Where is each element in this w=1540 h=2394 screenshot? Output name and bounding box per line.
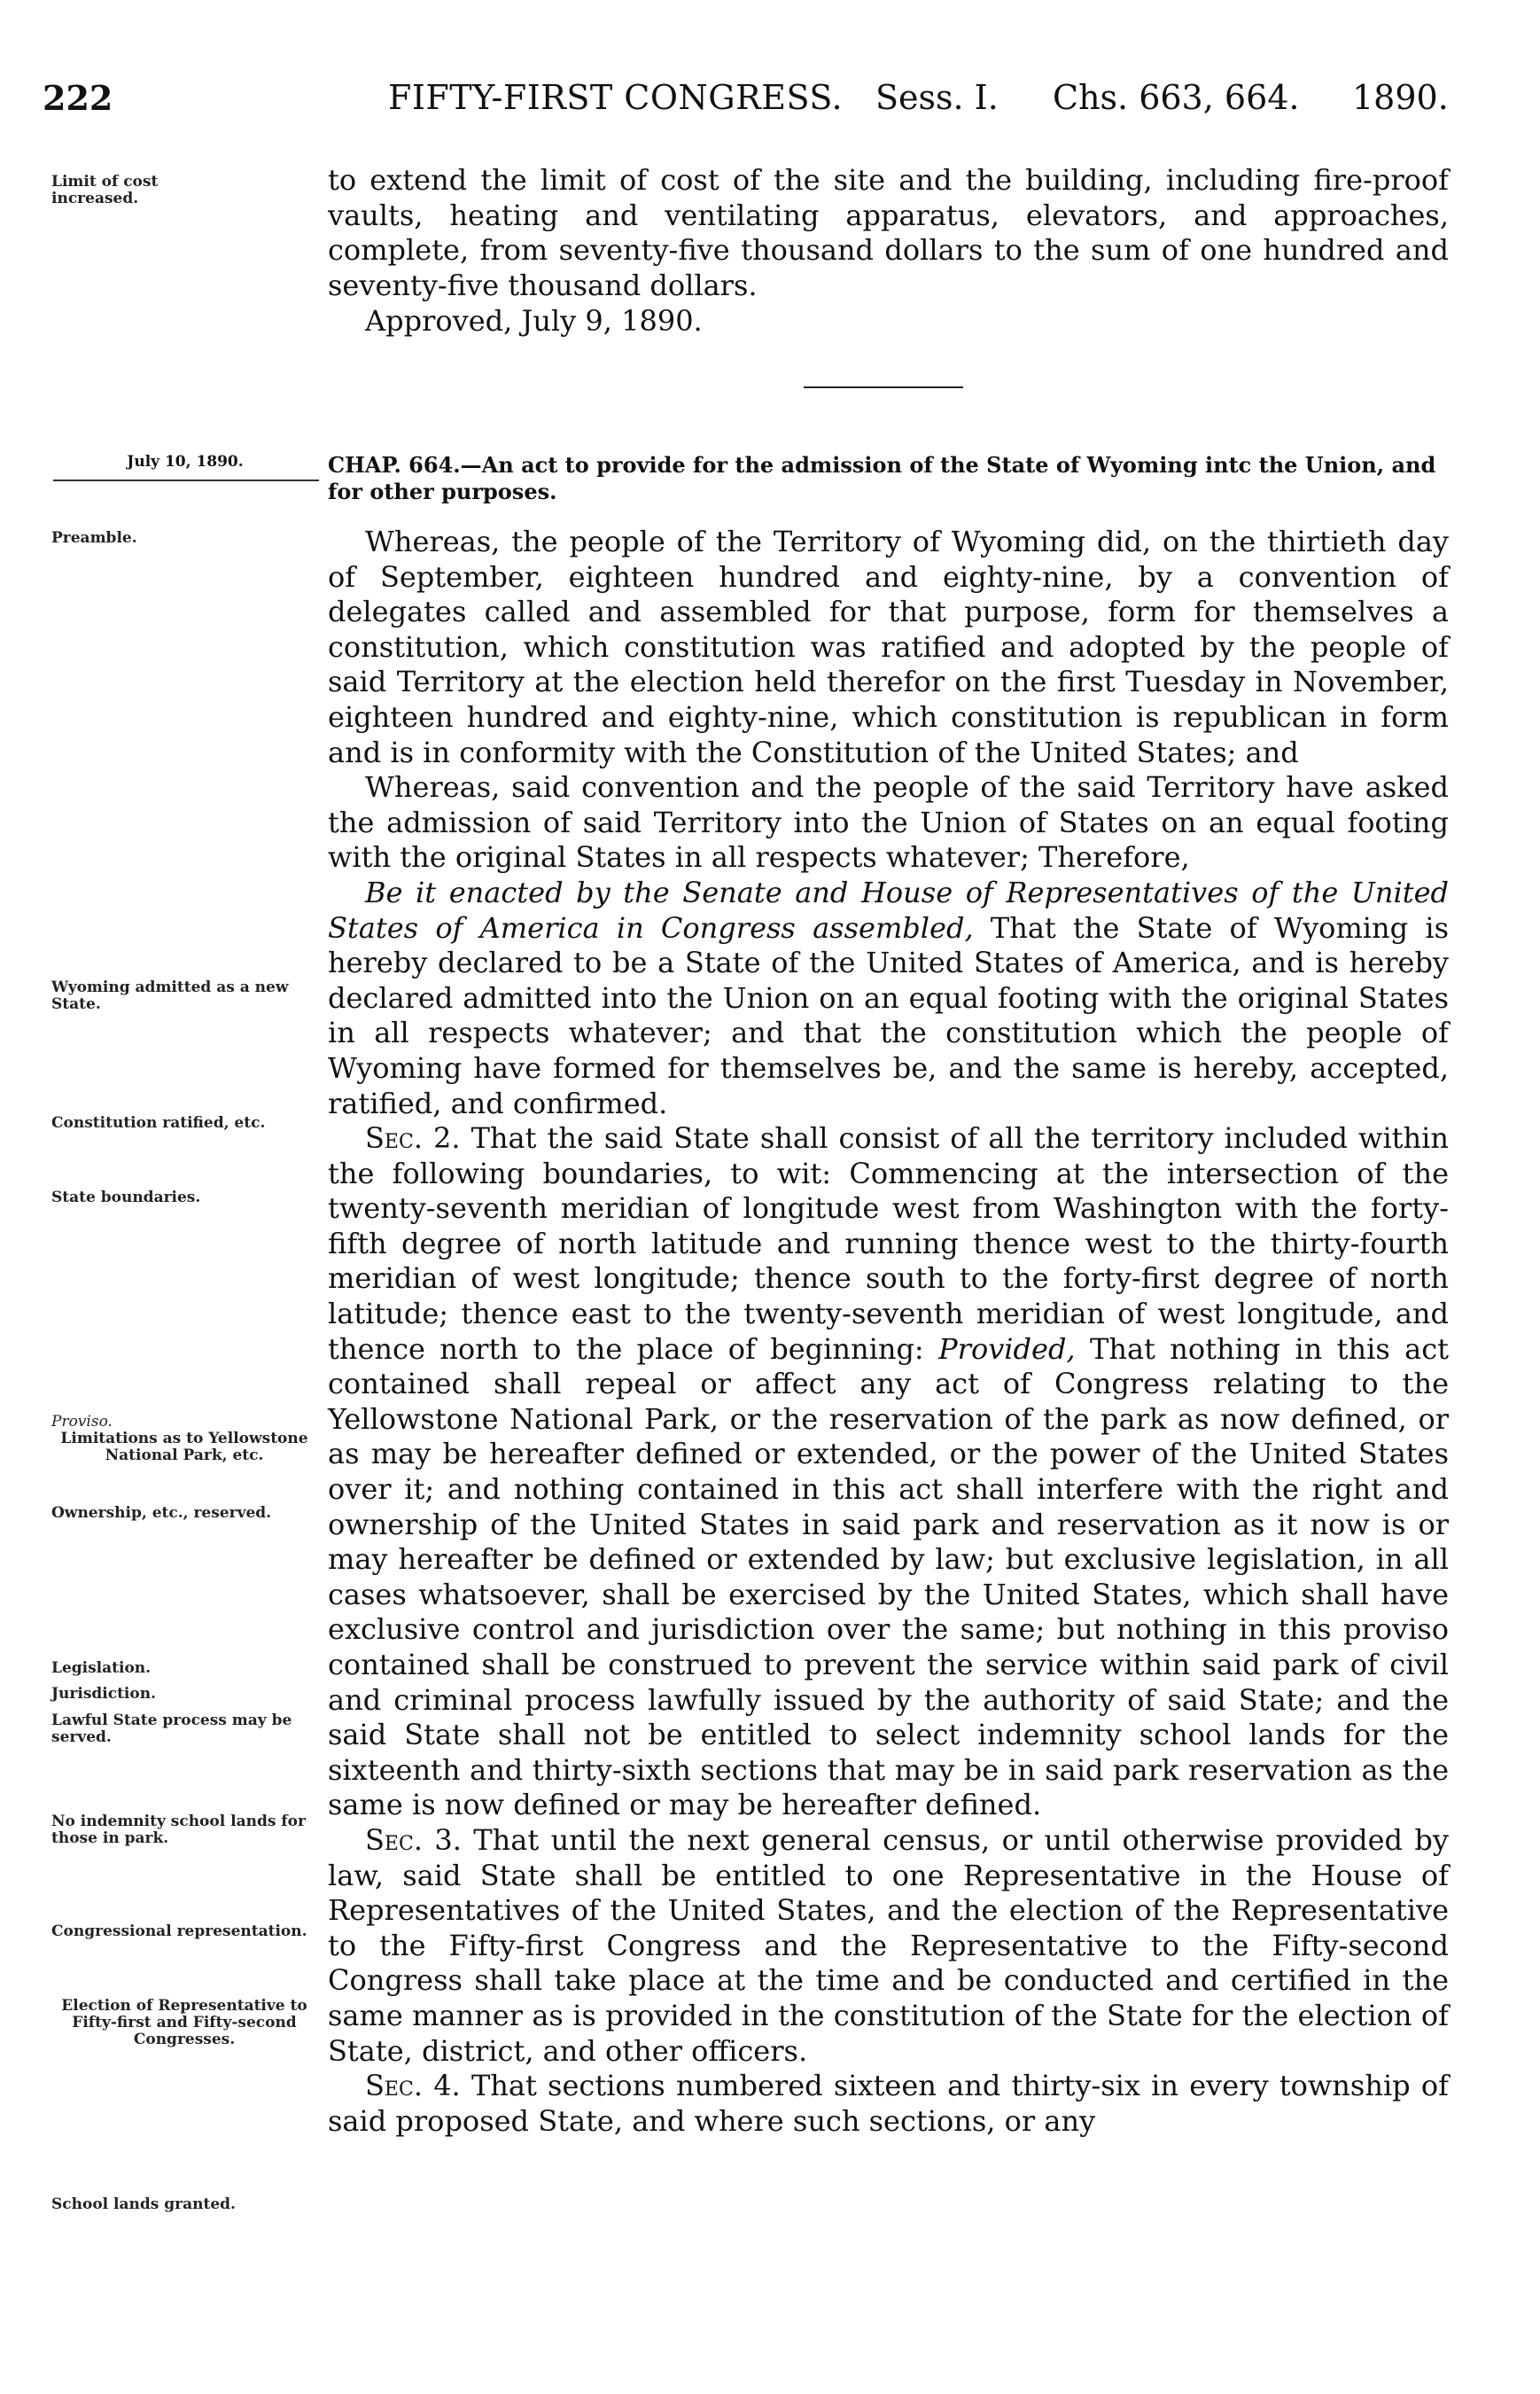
section-3-label: Sec. 3. [365, 1822, 462, 1857]
provided-word: Provided, [938, 1331, 1076, 1366]
margin-note-legislation: Legislation. [51, 1659, 152, 1677]
section-2-text-a: That the said State shall consist of all the territory included within the following boundaries, to wit: Commencing at the intersection of the twenty-seventh meridian of longitude west from Washington with the forty-fifth degree of north latitude and running thence west to the thirty-fourth meridian of west longitude; thence south to the forty-first degree of north latitude; thence east to the twenty-seventh meridian of west longitude, and thence north to the place of beginning: [328, 1121, 1449, 1366]
section-4-label: Sec. 4. [365, 2069, 461, 2103]
preamble-whereas-2: Whereas, said convention and the people of the said Territory have asked the admission of said Territory into the Union of States on an equal footing with the original States in all respects whatever; Therefore, [328, 770, 1449, 875]
chapter-title: —An act to provide for the admission of the State of Wyoming intc the Union, and for other purposes. [328, 452, 1436, 504]
chapter-date: July 10, 1890. [127, 453, 244, 471]
prev-chapter-text [328, 163, 1449, 303]
margin-note-limitations: Limitations as to Yellowstone National Park, etc. [60, 1430, 308, 1464]
prev-chapter-paragraph: to extend the limit of cost of the site and the building, including fire-proof vaults, heating and ventilating apparatus, elevators, and approaches, complete, from seventy-five thousand dollars to the sum of one hundred and seventy-five thousand dollars. [328, 163, 1449, 302]
margin-note-jurisdiction: Jurisdiction. [51, 1685, 157, 1703]
chapter-label: CHAP. 664. [328, 452, 461, 478]
page-number: 222 [43, 78, 113, 118]
margin-note-school-lands: School lands granted. [51, 2195, 236, 2213]
enacting-clause [328, 876, 1449, 1121]
chapter-date-box [53, 453, 317, 471]
header-chapters: Chs. 663, 664. [1053, 78, 1300, 117]
margin-note-ownership: Ownership, etc., reserved. [51, 1504, 272, 1522]
section-3 [328, 1823, 1449, 2069]
section-4 [328, 2069, 1449, 2139]
header-session: Sess. I. [875, 78, 999, 117]
margin-note-constitution-ratified: Constitution ratified, etc. [51, 1114, 266, 1132]
margin-note-limit-of-cost: Limit of cost increased. [51, 173, 159, 207]
preamble-whereas-1: Whereas, the people of the Territory of Wyoming did, on the thirtieth day of September, eighteen hundred and eighty-nine, by a convention of delegates called and assembled for that purpose, form for themselves a constitution, which constitution was ratified and adopted by the people of said Territory at the election held therefor on the first Tuesday in November, eighteen hundred and eighty-nine, which constitution is republican in form and is in conformity with the Constitution of the United States; and [328, 525, 1449, 769]
enacting-formula: Be it enacted by the Senate and House of Representatives of the United States of America in Congress assembled, [328, 875, 1449, 945]
section-divider [804, 386, 963, 388]
chapter-date-rule [53, 480, 319, 481]
margin-note-election: Election of Representative to Fifty-first and Fifty-second Congresses. [61, 1997, 307, 2048]
chapter-heading [328, 452, 1449, 505]
margin-note-proviso: Proviso. [51, 1413, 113, 1431]
margin-note-preamble: Preamble. [51, 529, 137, 547]
margin-note-wyoming-admitted: Wyoming admitted as a new State. [51, 979, 289, 1013]
approved-date: Approved, July 9, 1890. [365, 304, 703, 338]
section-3-text: That until the next general census, or until otherwise provided by law, said State shall be entitled to one Representative in the House of Representatives of the United States, and the election of the Representative to the Fifty-first Congress and the Representative to the Fifty-second Congress shall take place at the time and be conducted and certified in the same manner as is provided in the constitution of the State for the election of State, district, and other officers. [328, 1822, 1449, 2068]
running-header [43, 78, 1460, 131]
act-body [328, 525, 1449, 2139]
header-title: FIFTY-FIRST CONGRESS. [388, 78, 844, 117]
section-1-text: That the State of Wyoming is hereby declared to be a State of the United States of America, and is hereby declared admitted into the Union on an equal footing with the original States in all respects whatever; and that the constitution which the people of Wyoming have formed for themselves be, and the same is hereby, accepted, ratified, and confirmed. [328, 910, 1450, 1120]
section-4-text: That sections numbered sixteen and thirty-six in every township of said proposed State, and where such sections, or any [328, 2069, 1449, 2138]
section-2-text-b: That nothing in this act contained shall repeal or affect any act of Congress relating to the Yellowstone National Park, or the reservation of the park as now defined, or as may be hereafter defined or extended, or the power of the United States over it; and nothing contained in this act shall interfere with the right and ownership of the United States in said park and reservation as it now is or may hereafter be defined or extended by law; but exclusive legislation, in all cases whatsoever, shall be exercised by the United States, which shall have exclusive control and jurisdiction over the same; but nothing in this proviso contained shall be construed to prevent the service within said park of civil and criminal process lawfully issued by the authority of said State; and the said State shall not be entitled to select indemnity school lands for the sixteenth and thirty-sixth sections that may be in said park reservation as the same is now defined or may be hereafter defined. [328, 1331, 1450, 1822]
margin-note-state-boundaries: State boundaries. [51, 1189, 201, 1206]
margin-note-no-indemnity: No indemnity school lands for those in park. [51, 1813, 306, 1847]
section-2-label: Sec. 2. [365, 1121, 461, 1156]
margin-note-congressional-rep: Congressional representation. [51, 1922, 307, 1940]
header-year: 1890. [1352, 78, 1449, 117]
section-2 [328, 1121, 1449, 1823]
margin-note-lawful-process: Lawful State process may be served. [51, 1712, 292, 1746]
